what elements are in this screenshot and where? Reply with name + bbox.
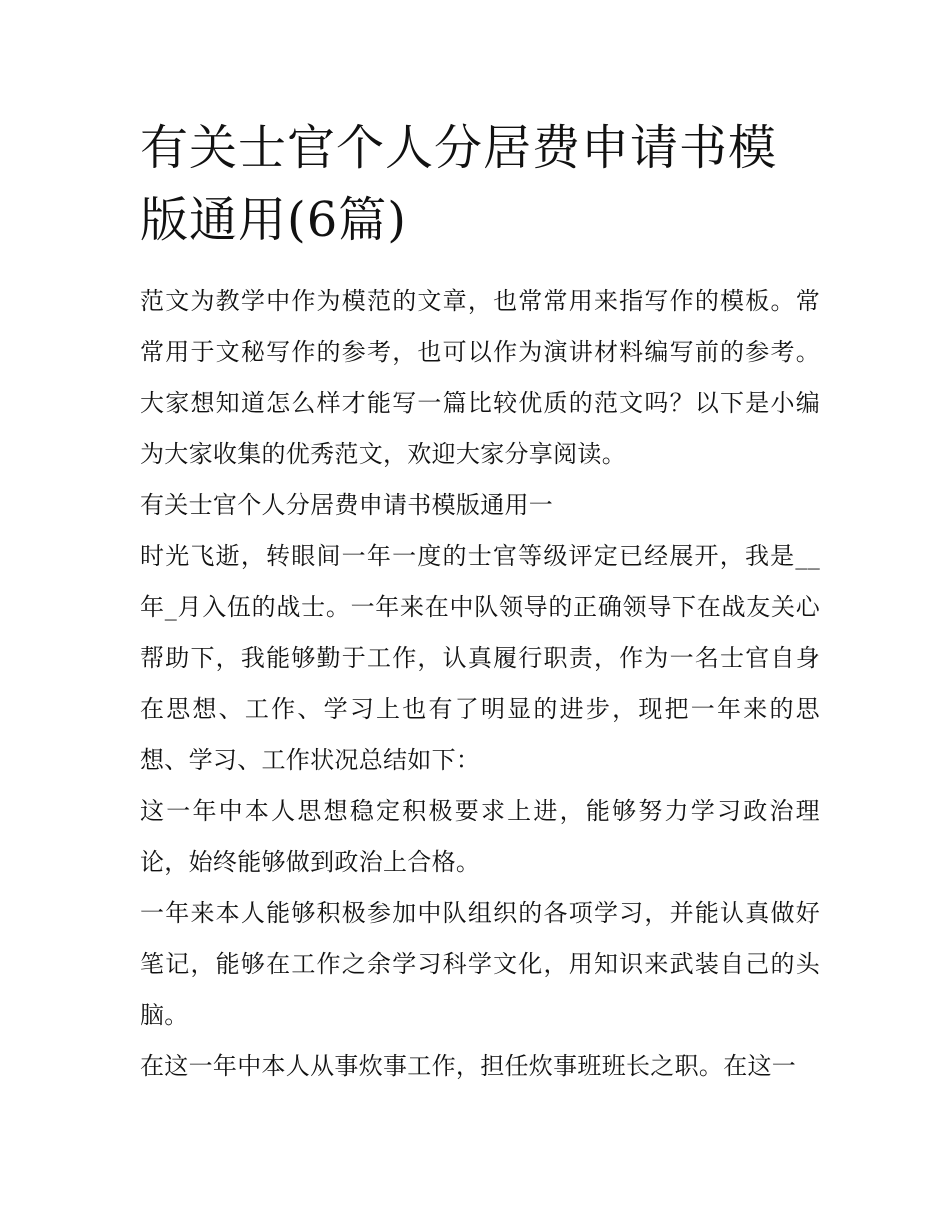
body-paragraph: 一年来本人能够积极参加中队组织的各项学习，并能认真做好笔记，能够在工作之余学习科学文化，用知识来武装自己的头脑。 (140, 899, 820, 1029)
body-paragraph: 在这一年中本人从事炊事工作，担任炊事班班长之职。在这一 (140, 1052, 797, 1080)
body-paragraph: 时光飞逝，转眼间一年一度的士官等级评定已经展开，我是__年_月入伍的战士。一年来在中队领导的正确领导下在战友关心帮助下，我能够勤于工作，认真履行职责，作为一名士官自身在思想、工作、学习上也有了明显的进步，现把一年来的思想、学习、工作状况总结如下： (140, 542, 820, 774)
section-heading: 有关士官个人分居费申请书模版通用一 (140, 491, 554, 519)
document-title: 有关士官个人分居费申请书模版通用(6篇) (140, 120, 778, 248)
body-paragraph: 这一年中本人思想稳定积极要求上进，能够努力学习政治理论，始终能够做到政治上合格。 (140, 797, 820, 876)
document-page (140, 112, 820, 1092)
intro-paragraph: 范文为教学中作为模范的文章，也常常用来指写作的模板。常常用于文秘写作的参考，也可以作为演讲材料编写前的参考。大家想知道怎么样才能写一篇比较优质的范文吗？以下是小编为大家收集的优秀范文，欢迎大家分享阅读。 (140, 287, 820, 468)
